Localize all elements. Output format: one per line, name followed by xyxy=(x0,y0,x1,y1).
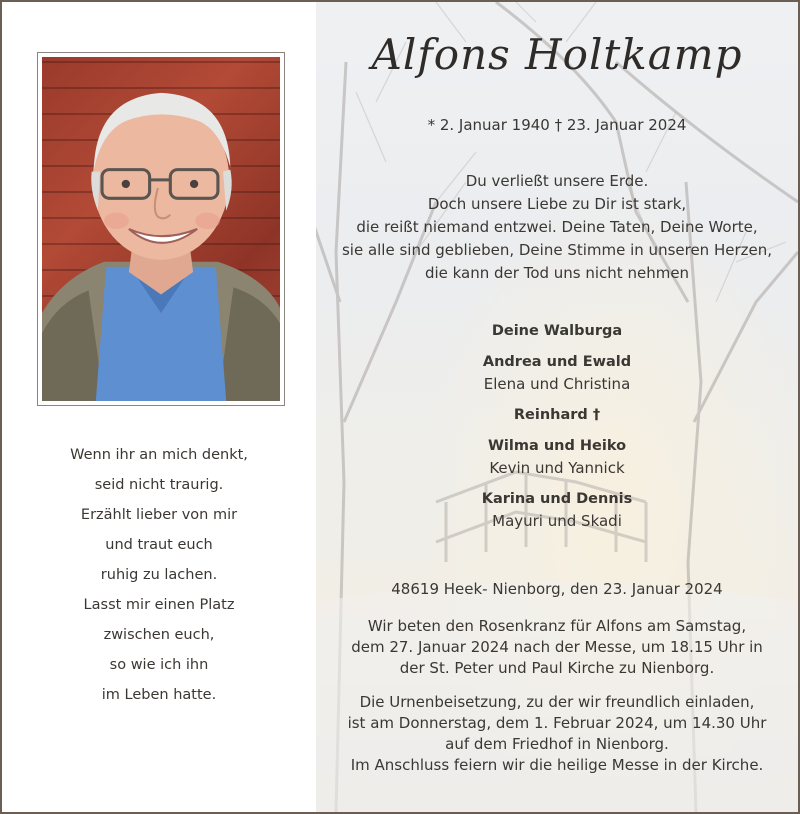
info-line: Die Urnenbeisetzung, zu der wir freundlich einladen, xyxy=(359,693,755,711)
poem-line: Wenn ihr an mich denkt, xyxy=(70,447,248,463)
family-main: Wilma und Heiko xyxy=(487,438,627,454)
family-main: Deine Walburga xyxy=(491,323,623,339)
info-line: dem 27. Januar 2024 nach der Messe, um 18.15 Uhr in xyxy=(351,638,763,656)
portrait-photo xyxy=(42,57,280,401)
poem-line: und traut euch xyxy=(105,537,213,553)
family-sub: Kevin und Yannick xyxy=(489,459,625,477)
portrait-illustration xyxy=(42,57,280,401)
family-group xyxy=(316,435,798,479)
verse-line: Du verließt unsere Erde. xyxy=(465,172,649,190)
rosary-info xyxy=(316,616,798,679)
family-main: Karina und Dennis xyxy=(481,491,633,507)
poem-line: ruhig zu lachen. xyxy=(100,567,218,583)
portrait-frame xyxy=(37,52,285,406)
life-dates: * 2. Januar 1940 † 23. Januar 2024 xyxy=(427,116,687,134)
poem-line: seid nicht traurig. xyxy=(94,477,224,493)
family-list xyxy=(316,320,798,541)
verse-line: Doch unsere Liebe zu Dir ist stark, xyxy=(427,195,687,213)
family-sub: Mayuri und Skadi xyxy=(492,512,622,530)
poem-line: so wie ich ihn xyxy=(109,657,209,673)
poem-line: Lasst mir einen Platz xyxy=(83,597,235,613)
place-date: 48619 Heek- Nienborg, den 23. Januar 2024 xyxy=(391,580,723,598)
family-group xyxy=(316,488,798,532)
poem xyxy=(22,440,296,710)
info-line: Wir beten den Rosenkranz für Alfons am Samstag, xyxy=(367,617,747,635)
info-line: Im Anschluss feiern wir die heilige Messe in der Kirche. xyxy=(350,756,764,774)
right-panel xyxy=(316,2,798,812)
deceased-name: Alfons Holtkamp xyxy=(371,30,743,79)
info-line: der St. Peter und Paul Kirche zu Nienborg. xyxy=(399,659,715,677)
poem-line: Erzählt lieber von mir xyxy=(80,507,238,523)
family-group xyxy=(316,351,798,395)
verse-line: sie alle sind geblieben, Deine Stimme in unseren Herzen, xyxy=(341,241,773,259)
verse-line: die kann der Tod uns nicht nehmen xyxy=(424,264,690,282)
left-panel xyxy=(2,2,316,812)
poem-line: zwischen euch, xyxy=(103,627,215,643)
burial-info xyxy=(316,692,798,776)
main-text xyxy=(316,2,798,812)
family-group xyxy=(316,404,798,426)
family-main: Reinhard † xyxy=(513,407,601,423)
verse-line: die reißt niemand entzwei. Deine Taten, Deine Worte, xyxy=(356,218,758,236)
info-line: ist am Donnerstag, dem 1. Februar 2024, um 14.30 Uhr xyxy=(347,714,767,732)
info-line: auf dem Friedhof in Nienborg. xyxy=(445,735,669,753)
family-group xyxy=(316,320,798,342)
memorial-verse xyxy=(316,170,798,285)
family-sub: Elena und Christina xyxy=(483,375,631,393)
family-main: Andrea und Ewald xyxy=(482,354,632,370)
poem-line: im Leben hatte. xyxy=(101,687,217,703)
